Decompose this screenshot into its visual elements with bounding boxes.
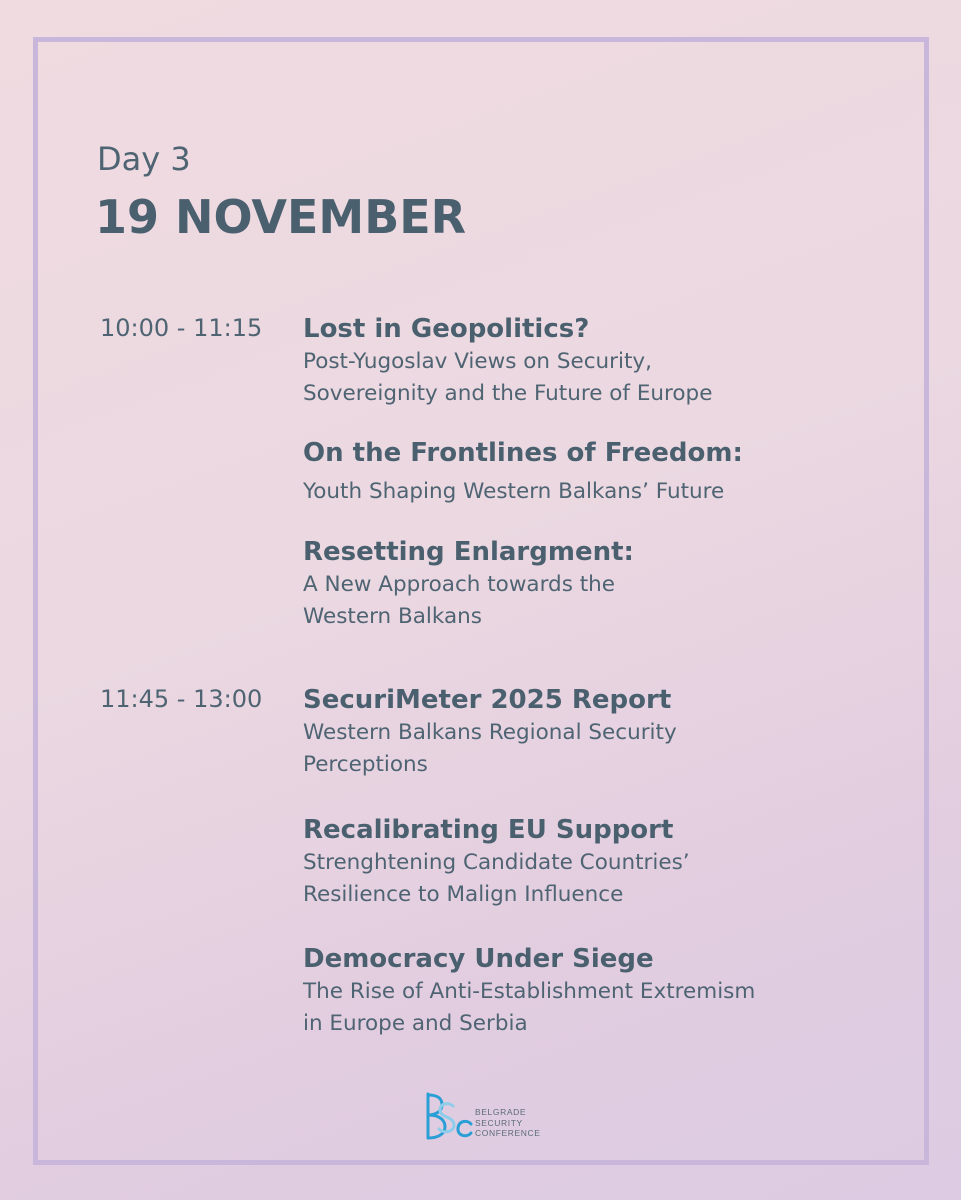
session-subtitle: Perceptions xyxy=(303,752,428,777)
session-subtitle: in Europe and Serbia xyxy=(303,1011,528,1036)
session-title: SecuriMeter 2025 Report xyxy=(303,685,672,715)
bsc-logo xyxy=(422,1088,552,1144)
session-item xyxy=(303,683,903,781)
session-subtitle: Post-Yugoslav Views on Security, xyxy=(303,349,652,374)
session-title: Democracy Under Siege xyxy=(303,944,654,974)
session-item xyxy=(303,813,903,911)
session-title: On the Frontlines of Freedom: xyxy=(303,438,743,468)
logo-text xyxy=(475,1107,541,1139)
date-title: 19 NOVEMBER xyxy=(95,190,467,244)
session-subtitle: The Rise of Anti-Establishment Extremism xyxy=(303,979,756,1004)
session-subtitle: Western Balkans Regional Security xyxy=(303,720,677,745)
session-subtitle: Sovereignity and the Future of Europe xyxy=(303,381,713,406)
session-subtitle: Strenghtening Candidate Countries’ xyxy=(303,850,690,875)
session-subtitle: Resilience to Malign Influence xyxy=(303,882,624,907)
session-item xyxy=(303,535,903,633)
session-item xyxy=(303,436,903,508)
logo-text-line: CONFERENCE xyxy=(475,1128,541,1138)
slot-time: 11:45 - 13:00 xyxy=(100,685,263,713)
bsc-logo-icon xyxy=(422,1088,474,1144)
slot-time: 10:00 - 11:15 xyxy=(100,314,263,342)
session-title: Lost in Geopolitics? xyxy=(303,314,590,344)
session-subtitle: Youth Shaping Western Balkans’ Future xyxy=(303,479,725,504)
session-title: Resetting Enlargment: xyxy=(303,537,634,567)
logo-text-line: SECURITY xyxy=(475,1117,523,1128)
day-label: Day 3 xyxy=(97,140,191,178)
session-item xyxy=(303,312,903,410)
session-title: Recalibrating EU Support xyxy=(303,815,674,845)
session-item xyxy=(303,942,903,1040)
session-subtitle: A New Approach towards the xyxy=(303,572,616,597)
logo-text-line: BELGRADE xyxy=(475,1107,527,1117)
session-subtitle: Western Balkans xyxy=(303,604,482,629)
